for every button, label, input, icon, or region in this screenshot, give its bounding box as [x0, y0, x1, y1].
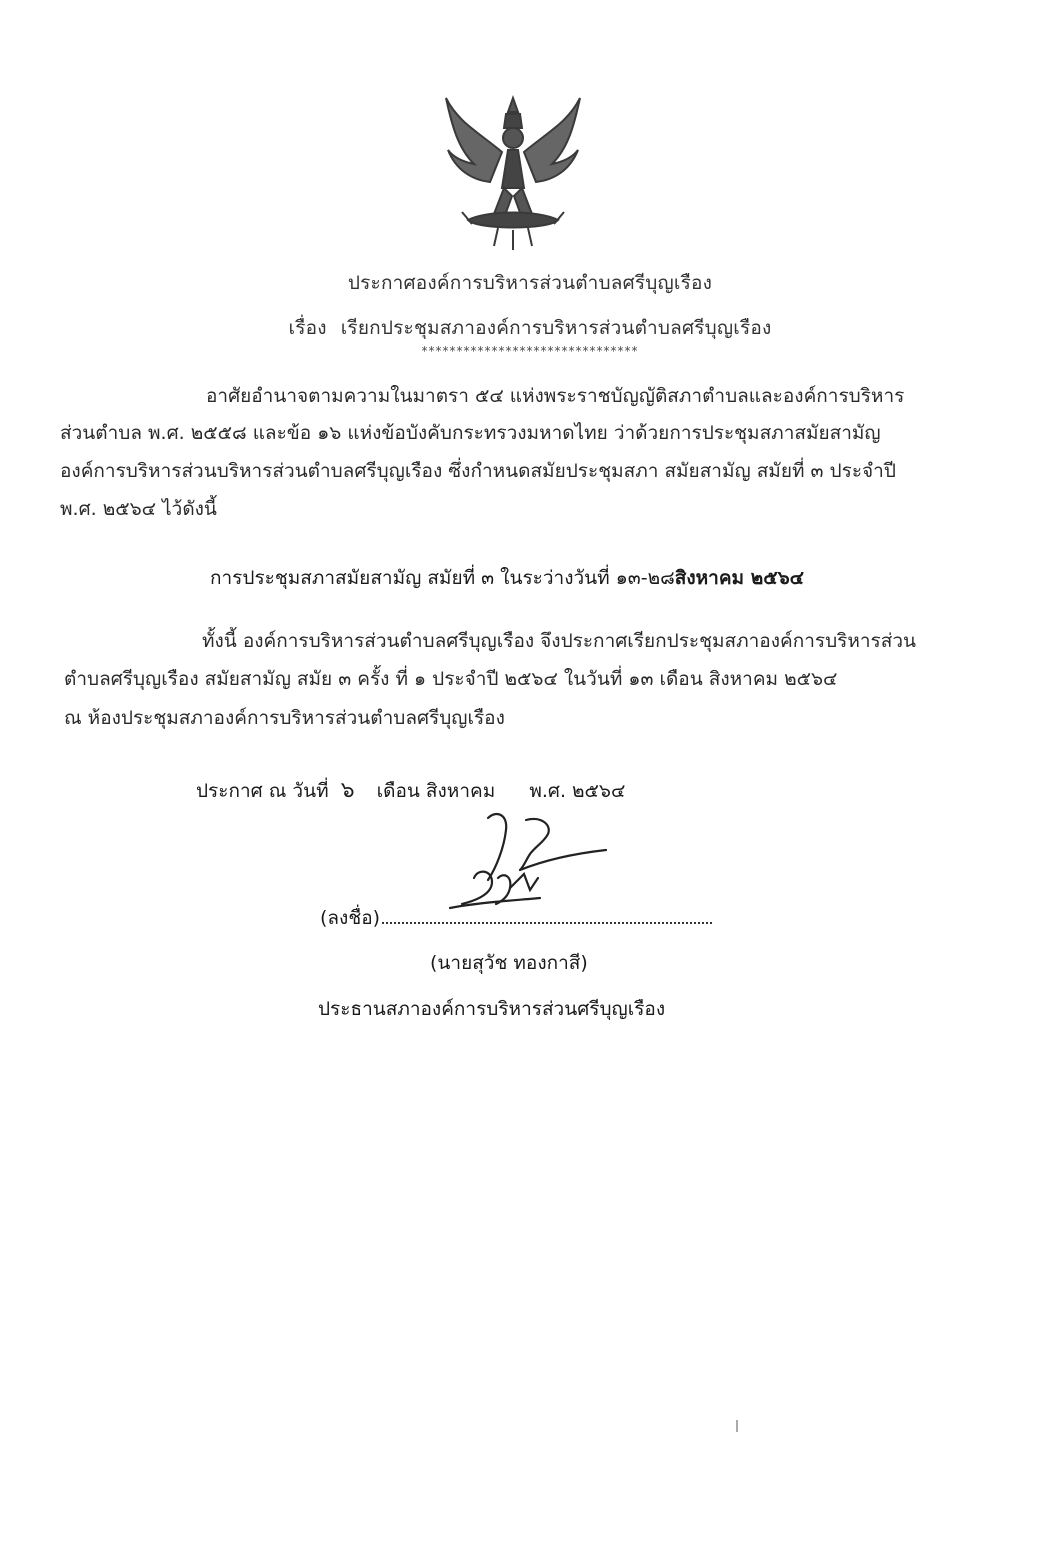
signer-position: ประธานสภาองค์การบริหารส่วนศรีบุญเรือง: [318, 998, 666, 1020]
announce-date-line: [196, 772, 625, 807]
subject-line: [0, 313, 1060, 343]
announce-year: พ.ศ. ๒๕๖๔: [529, 780, 626, 802]
separator: *******************************: [421, 344, 639, 358]
subject-label: เรื่อง: [288, 317, 327, 339]
handwritten-signature-icon: [440, 808, 620, 918]
sign-label: (ลงชื่อ): [320, 907, 381, 929]
announce-month: เดือน สิงหาคม: [376, 780, 496, 802]
paragraph1-line: ส่วนตำบล พ.ศ. ๒๕๕๘ และข้อ ๑๖ แห่งข้อบังคับกระทรวงมหาดไทย ว่าด้วยการประชุมสภาสมัยสามัญ: [60, 422, 881, 444]
signature-dotted-line: [382, 908, 712, 924]
signature-line: [320, 903, 712, 933]
paragraph1-line: อาศัยอำนาจตามความในมาตรา ๕๔ แห่งพระราชบัญญัติสภาตำบลและองค์การบริหาร: [206, 385, 905, 407]
paragraph2-line: ตำบลศรีบุญเรือง สมัยสามัญ สมัย ๓ ครั้ง ที่ ๑ ประจำปี ๒๕๖๔ ในวันที่ ๑๓ เดือน สิงหาคม ๒๕๖๔: [64, 668, 838, 690]
paragraph2-line: ณ ห้องประชุมสภาองค์การบริหารส่วนตำบลศรีบุญเรือง: [64, 707, 505, 729]
announce-day-handwritten: ๖: [340, 778, 355, 803]
paragraph1-line: พ.ศ. ๒๕๖๔ ไว้ดังนี้: [60, 498, 217, 520]
paragraph1-line: องค์การบริหารส่วนบริหารส่วนตำบลศรีบุญเรือง ซึ่งกำหนดสมัยประชุมสภา สมัยสามัญ สมัยที่ ๓ ประจำปี: [60, 460, 896, 482]
meeting-schedule-text: การประชุมสภาสมัยสามัญ สมัยที่ ๓ ในระว่างวันที่ ๑๓-๒๘: [210, 567, 675, 589]
meeting-schedule-month: สิงหาคม ๒๕๖๔: [674, 567, 805, 589]
announcement-title: ประกาศองค์การบริหารส่วนตำบลศรีบุญเรือง: [347, 272, 713, 294]
scan-mark: [736, 1420, 738, 1432]
meeting-schedule-line: [210, 563, 804, 593]
garuda-emblem-icon: [438, 92, 588, 252]
paragraph2-line: ทั้งนี้ องค์การบริหารส่วนตำบลศรีบุญเรือง จึงประกาศเรียกประชุมสภาองค์การบริหารส่วน: [202, 630, 917, 652]
subject-text: เรียกประชุมสภาองค์การบริหารส่วนตำบลศรีบุญเรือง: [340, 317, 772, 339]
signer-name: (นายสุวัช ทองกาสี): [430, 952, 588, 974]
announce-date-prefix: ประกาศ ณ วันที่: [196, 780, 329, 802]
